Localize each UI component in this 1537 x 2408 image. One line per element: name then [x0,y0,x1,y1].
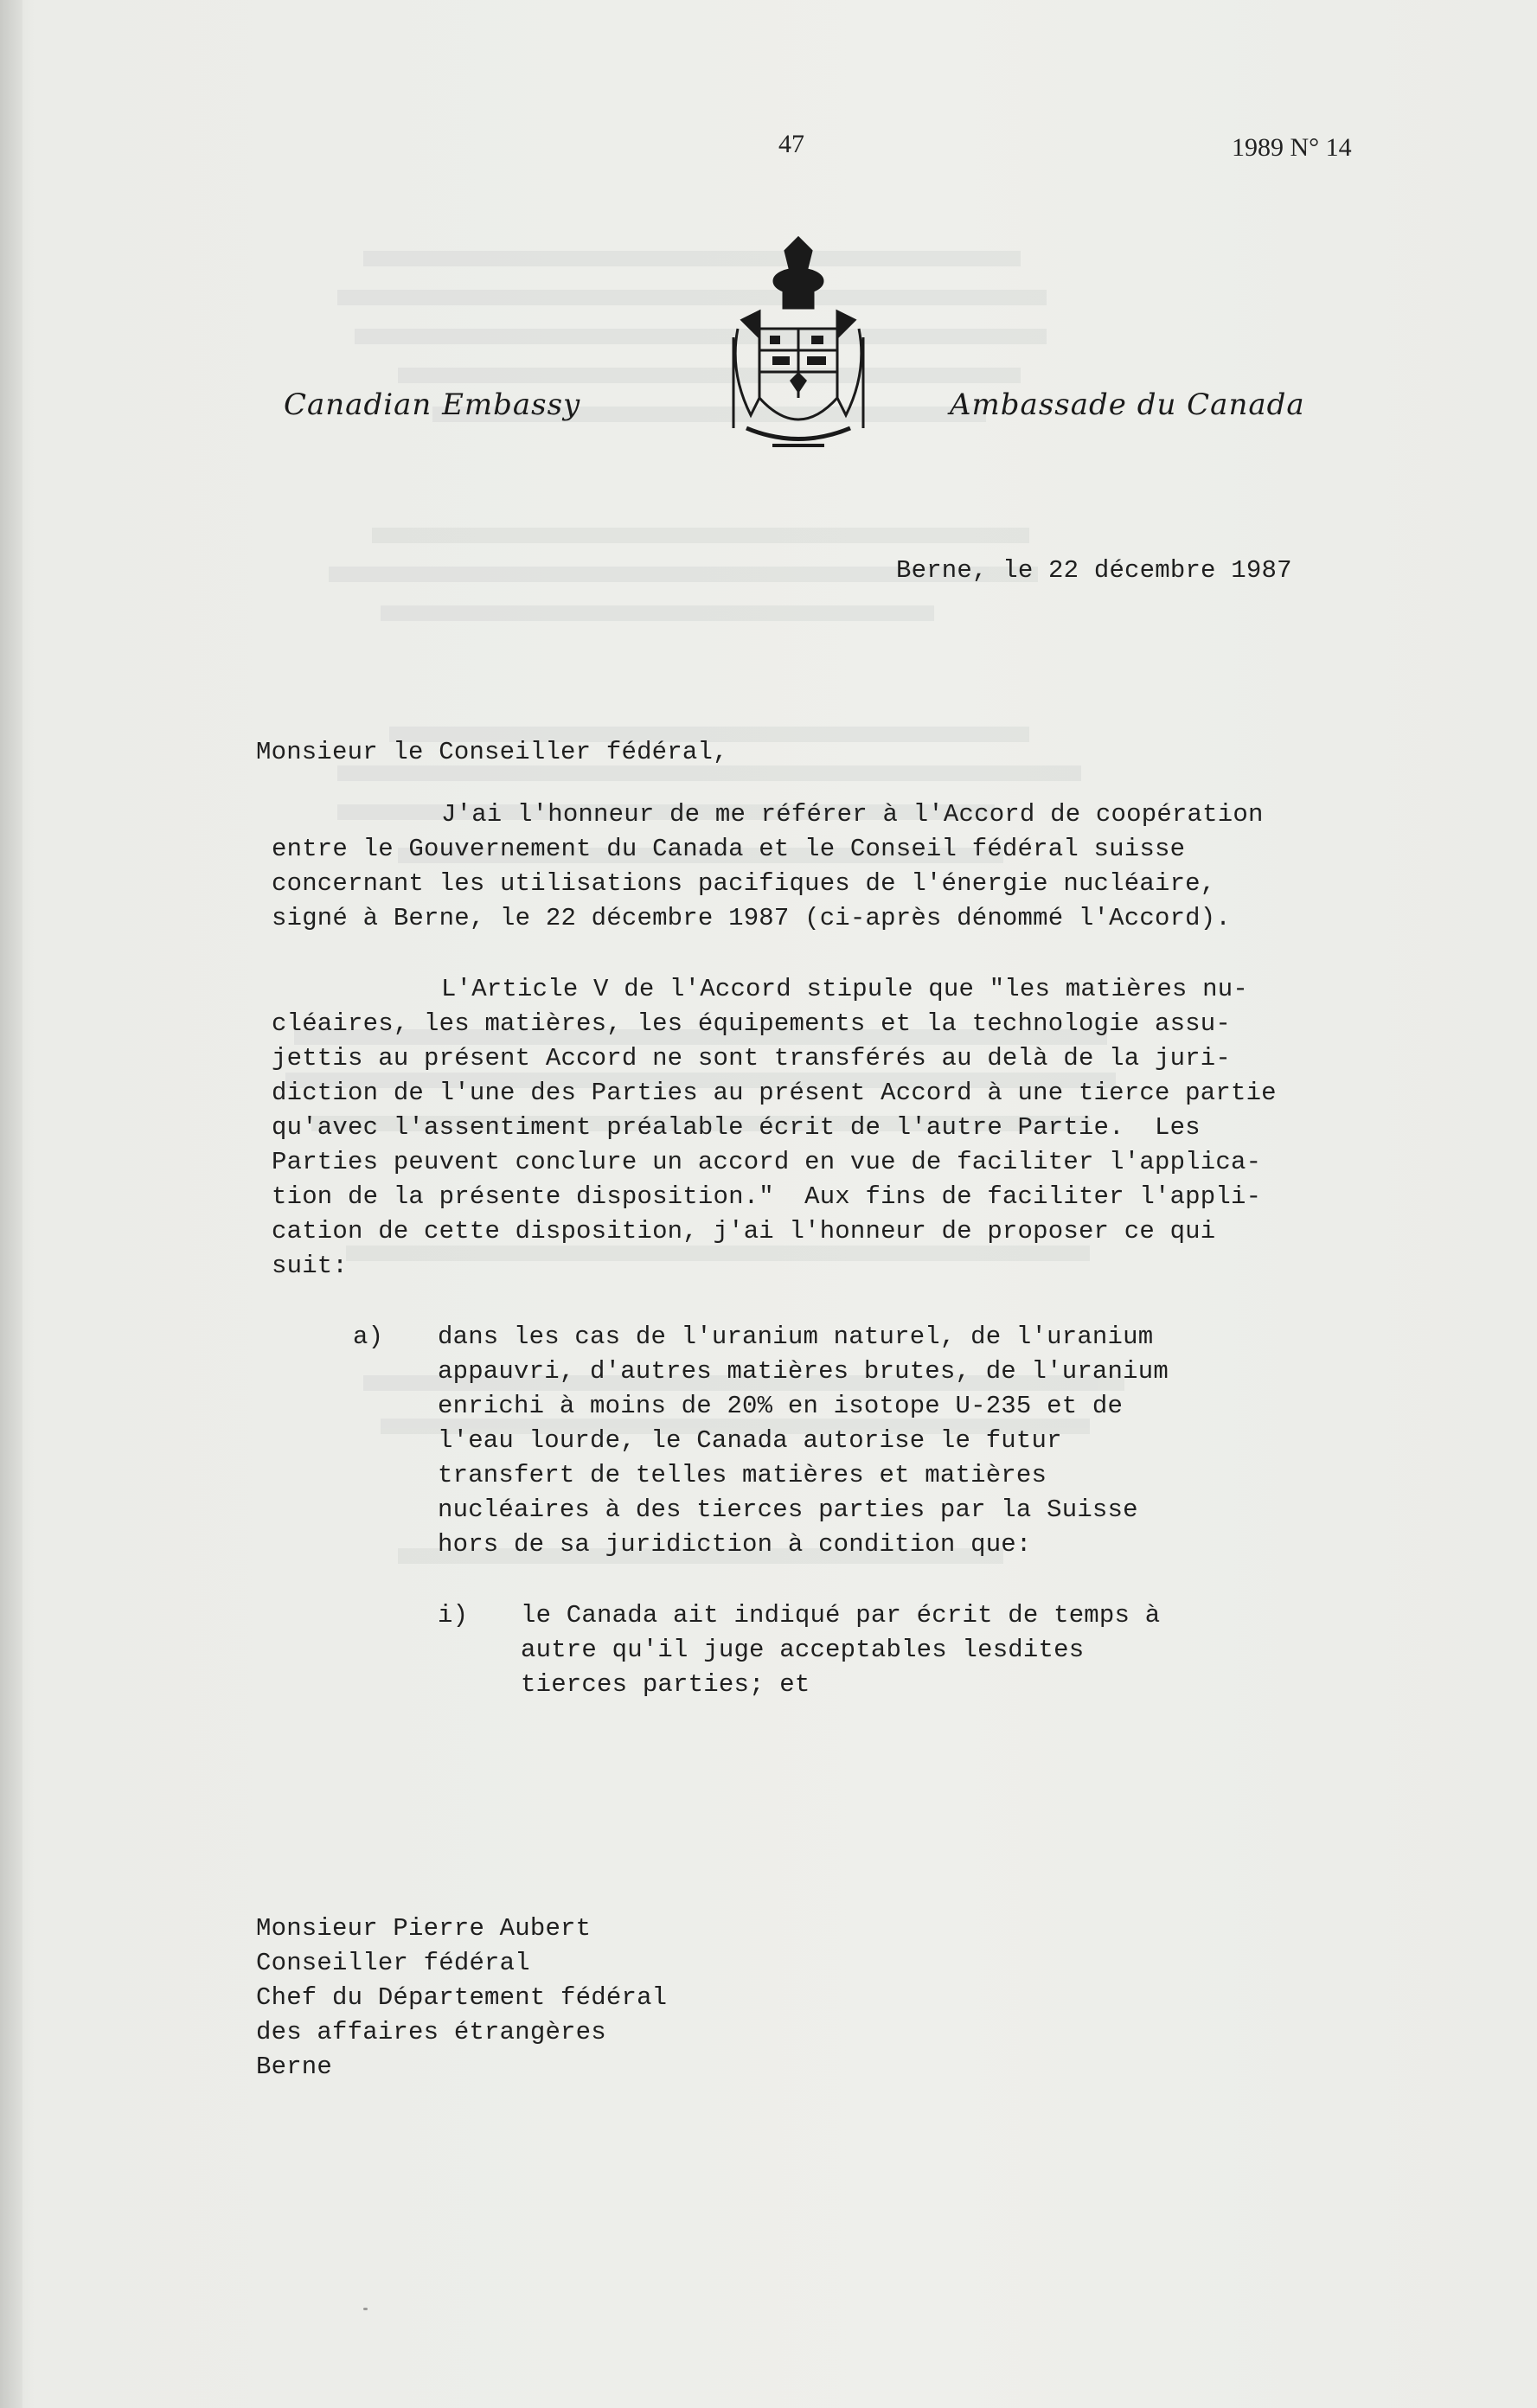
text-line: Berne [256,2053,333,2081]
document-reference: 1989 N° 14 [1232,133,1352,162]
text-line: signé à Berne, le 22 décembre 1987 (ci-après dénommé l'Accord). [272,904,1231,932]
paper-speck [363,2308,368,2310]
text-line: Chef du Département fédéral [256,1983,668,2012]
text-line: L'Article V de l'Accord stipule que "les matières nu- [441,975,1248,1003]
text-line: Conseiller fédéral [256,1949,530,1977]
text-line: le Canada ait indiqué par écrit de temps à [521,1601,1161,1630]
text-line: l'eau lourde, le Canada autorise le futur [438,1426,1062,1455]
text-line: des affaires étrangères [256,2018,606,2046]
text-line: enrichi à moins de 20% en isotope U-235 et de [438,1392,1124,1420]
text-line: J'ai l'honneur de me référer à l'Accord de coopération [441,800,1264,829]
text-line: appauvri, d'autres matières brutes, de l'uranium [438,1357,1169,1386]
text-line: nucléaires à des tierces parties par la Suisse [438,1495,1138,1524]
text-line: transfert de telles matières et matières [438,1461,1047,1489]
text-line: qu'avec l'assentiment préalable écrit de l'autre Partie. Les [272,1113,1201,1142]
canada-coat-of-arms-icon [725,234,872,458]
letterhead-right: Ambassade du Canada [950,387,1305,422]
text-line: dans les cas de l'uranium naturel, de l'uranium [438,1322,1154,1351]
salutation: Monsieur le Conseiller fédéral, [256,738,728,766]
text-line: suit: [272,1252,349,1280]
text-line: jettis au présent Accord ne sont transférés au delà de la juri- [272,1044,1231,1073]
letterhead-left: Canadian Embassy [284,387,581,422]
text-line: tierces parties; et [521,1670,810,1699]
page-spine-shadow [0,0,22,2408]
place-and-date: Berne, le 22 décembre 1987 [896,556,1292,585]
text-line: diction de l'une des Parties au présent Accord à une tierce partie [272,1079,1277,1107]
text-line: Monsieur Pierre Aubert [256,1914,592,1943]
page-number: 47 [778,130,804,158]
text-line: autre qu'il juge acceptables lesdites [521,1636,1085,1664]
item-label: i) [438,1601,469,1630]
text-line: tion de la présente disposition." Aux fins de faciliter l'appli- [272,1182,1262,1211]
text-line: cléaires, les matières, les équipements et la technologie assu- [272,1009,1231,1038]
text-line: concernant les utilisations pacifiques de l'énergie nucléaire, [272,869,1216,898]
text-line: hors de sa juridiction à condition que: [438,1530,1032,1559]
item-label: a) [353,1322,384,1351]
text-line: Parties peuvent conclure un accord en vue de faciliter l'applica- [272,1148,1262,1176]
text-line: cation de cette disposition, j'ai l'honneur de proposer ce qui [272,1217,1216,1246]
text-line: entre le Gouvernement du Canada et le Conseil fédéral suisse [272,835,1186,863]
